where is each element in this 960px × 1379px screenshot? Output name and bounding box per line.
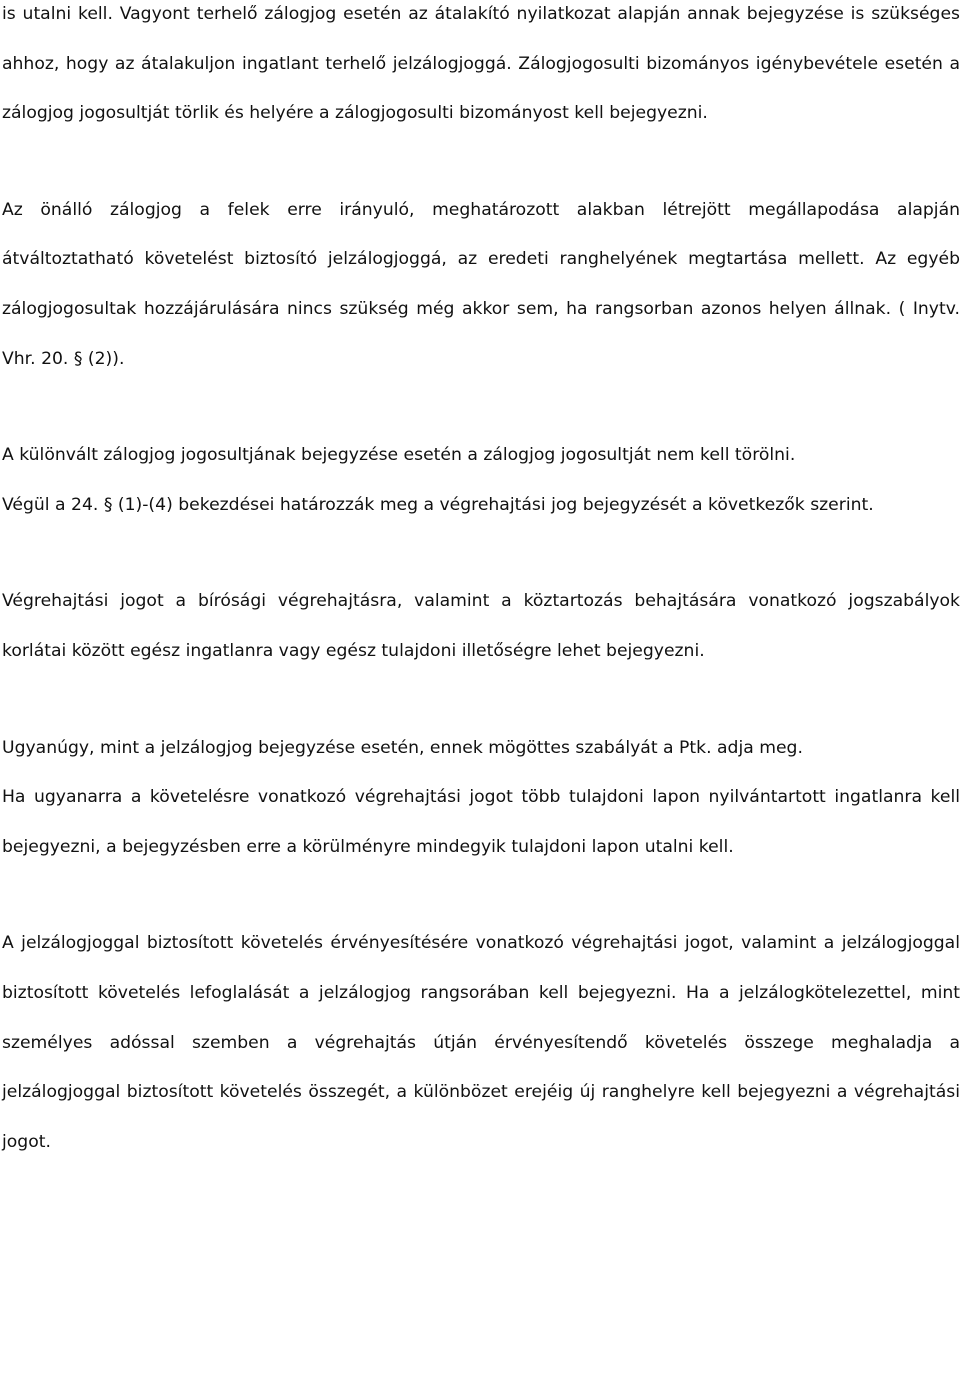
paragraph-spacer bbox=[2, 677, 960, 724]
paragraph-mortgage-enforcement: A jelzálogjoggal biztosított követelés érvényesítésére vonatkozó végrehajtási jogot, valamint a jelzálogjoggal biztosított követelés lefoglalását a jelzálogjog rangsorában kell bejegyezni. Ha a jelzálogkötelezettel, mint személyes adóssal szemben a végrehajtás útján érvényesítendő követelés összege meghaladja a jelzálogjoggal biztosított követelés összegét, a különbözet erejéig új ranghelyre kell bejegyezni a végrehajtási jogot. bbox=[2, 933, 960, 1152]
paragraph-enforcement-right: Végrehajtási jogot a bírósági végrehajtásra, valamint a köztartozás behajtására vonatkozó jogszabályok korlátai között egész ingatlanra vagy egész tulajdoni illetőségre lehet bejegyezni. bbox=[2, 591, 960, 661]
paragraph-enforcement-intro: Végül a 24. § (1)-(4) bekezdései határozzák meg a végrehajtási jog bejegyzését a következők szerint. bbox=[2, 494, 874, 515]
paragraph-independent-pledge: Az önálló zálogjog a felek erre irányuló, meghatározott alakban létrejött megállapodása alapján átváltoztatható követelést biztosító jelzálogjoggá, az eredeti ranghelyének megtartása mellett. Az egyéb zálogjogosultak hozzájárulására nincs szükség még akkor sem, ha rangsorban azonos helyen állnak. ( Inytv. Vhr. 20. § (2)). bbox=[2, 199, 960, 369]
paragraph-multiple-property-sheets: Ha ugyanarra a követelésre vonatkozó végrehajtási jogot több tulajdoni lapon nyilvántartott ingatlanra kell bejegyezni, a bejegyzésben erre a körülményre mindegyik tulajdoni lapon utalni kell. bbox=[2, 787, 960, 857]
paragraph-spacer bbox=[2, 139, 960, 186]
paragraph-spacer bbox=[2, 530, 960, 577]
document-page bbox=[2, 0, 960, 1167]
paragraph-separated-pledge: A különvált zálogjog jogosultjának bejegyzése esetén a zálogjog jogosultját nem kell törölni. bbox=[2, 445, 796, 466]
paragraph-pledge-conversion: is utalni kell. Vagyont terhelő zálogjog esetén az átalakító nyilatkozat alapján annak bejegyzése is szükséges ahhoz, hogy az átalakuljon ingatlant terhelő jelzálogjoggá. Zálogjogosulti bizományos igénybevétele esetén a zálogjog jogosultját törlik és helyére a zálogjogosulti bizományost kell bejegyezni. bbox=[2, 4, 960, 124]
paragraph-ptk-rule: Ugyanúgy, mint a jelzálogjog bejegyzése esetén, ennek mögöttes szabályát a Ptk. adja meg. bbox=[2, 737, 803, 758]
paragraph-spacer bbox=[2, 384, 960, 431]
paragraph-spacer bbox=[2, 872, 960, 919]
